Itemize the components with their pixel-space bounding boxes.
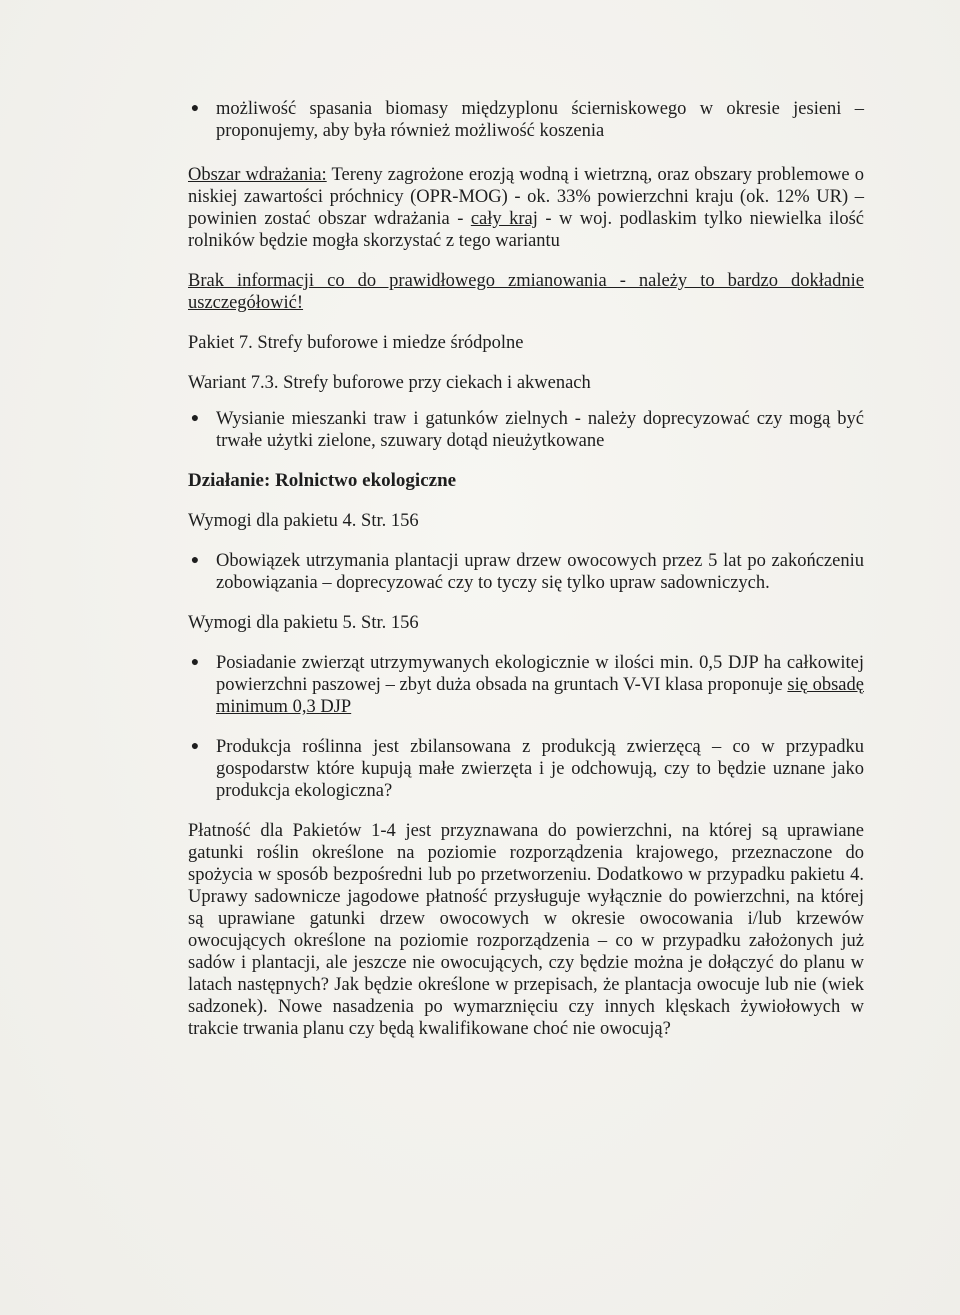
wymogi5-title: Wymogi dla pakietu 5. Str. 156 [188,613,419,633]
bullet-produkcja-text: Produkcja roślinna jest zbilansowana z produkcją zwierzęcą – co w przypadku gospodarstw które kupują małe zwierzęta i je odchowują, czy to będzie uznane jako produkcja ekologiczna? [216,737,864,801]
bullet-dot-icon: ● [190,655,200,670]
brak-paragraph: Brak informacji co do prawidłowego zmianowania - należy to bardzo dokładnie uszczegółowić! [188,271,864,313]
pakiet7-title: Pakiet 7. Strefy buforowe i miedze śródpolne [188,333,524,353]
bullet-dot-icon: ● [190,411,200,426]
bullet-biomass-text: możliwość spasania biomasy międzyplonu ścierniskowego w okresie jesieni – proponujemy, aby była również możliwość koszenia [216,99,864,141]
bullet-obowiazek-text: Obowiązek utrzymania plantacji upraw drzew owocowych przez 5 lat po zakończeniu zobowiązania – doprecyzować czy to tyczy się tylko upraw sadowniczych. [216,551,864,593]
bullet-posiadanie-text-1: Posiadanie zwierząt utrzymywanych ekologicznie w ilości min. 0,5 DJP ha całkowitej powierzchni paszowej – zbyt duża obsada na gruntach V-VI klasa proponuje [216,653,864,695]
bullet-posiadanie-underlined: się obsadę minimum 0,3 DJP [216,675,864,717]
bullet-posiadanie-text [216,652,864,718]
bullet-dot-icon: ● [190,739,200,754]
bullet-posiadanie [188,652,864,718]
section-heading: Działanie: Rolnictwo ekologiczne [188,470,457,491]
obszar-text-1: Tereny zagrożone erozją wodną i wietrzną, oraz obszary problemowe o niskiej zawartości próchnicy (OPR-MOG) - ok. 33% powierzchni kraju (ok. 12% UR) – powinien zostać obszar wdrażania - [188,165,864,229]
bullet-produkcja [188,736,864,802]
bullet-biomass [188,98,864,142]
platnosc-paragraph: Płatność dla Pakietów 1-4 jest przyznawana do powierzchni, na której są uprawiane gatunki roślin określone na poziomie rozporządzenia krajowego, przeznaczone do spożycia w sposób bezpośredni lub po przetworzeniu. Dodatkowo w przypadku pakietu 4. Uprawy sadownicze jagodowe płatność przysługuje wyłącznie do powierzchni, na której są uprawiane gatunki drzew owocowych w okresie owocowania i/lub krzewów owocujących określone na poziomie rozporządzenia – co w przypadku założonych już sadów i plantacji, ale jeszcze nie owocujących, czy będzie można je dołączyć do planu w latach następnych? Jak będzie określone w przepisach, że plantacja owocuje lub nie (wiek sadzonek). Nowe nasadzenia po wymarznięciu czy innych klęskach żywiołowych w trakcie trwania planu czy będą kwalifikowane choć nie owocują? [188,821,864,1039]
bullet-dot-icon: ● [190,553,200,568]
obszar-label: Obszar wdrażania: [188,165,327,185]
obszar-underlined: cały kraj [470,209,538,229]
obszar-text-2: - w woj. podlaskim tylko niewielka ilość rolników będzie mogła skorzystać z tego wariantu [188,209,864,251]
wymogi4-title: Wymogi dla pakietu 4. Str. 156 [188,511,419,531]
bullet-wysianie [188,408,864,452]
bullet-dot-icon: ● [190,101,200,116]
document-body [188,98,864,1040]
wariant-title: Wariant 7.3. Strefy buforowe przy ciekach i akwenach [188,373,591,393]
bullet-wysianie-text: Wysianie mieszanki traw i gatunków zielnych - należy doprecyzować czy mogą być trwałe użytki zielone, szuwary dotąd nieużytkowane [216,409,864,451]
obszar-paragraph [188,164,864,252]
bullet-obowiazek [188,550,864,594]
